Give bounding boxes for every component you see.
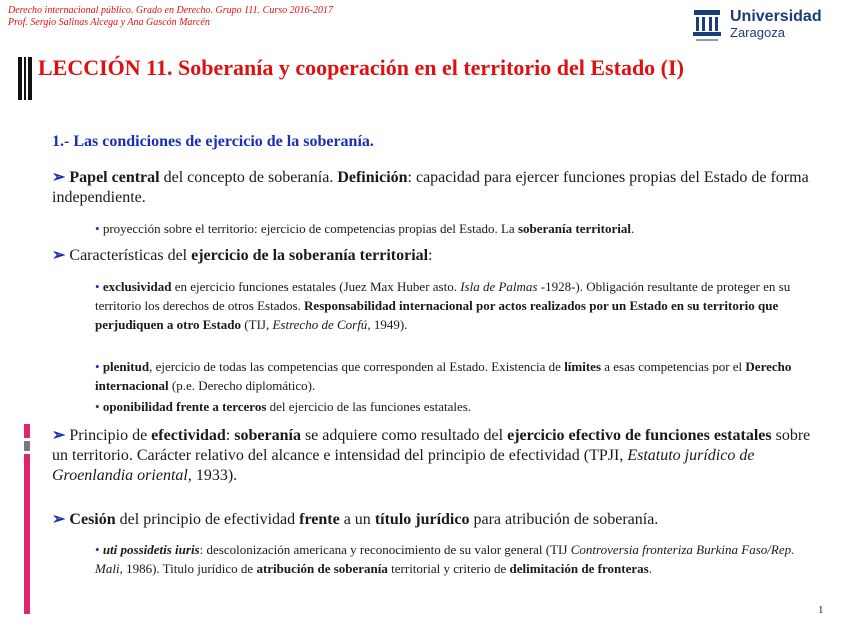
term: plenitud	[102, 359, 150, 374]
course-header	[8, 5, 333, 29]
text: .	[630, 221, 635, 236]
section-heading: 1.- Las condiciones de ejercicio de la soberanía.	[52, 133, 374, 150]
term: Cesión	[69, 511, 116, 528]
side-marker	[24, 424, 30, 438]
case-name: Estrecho de Corfú	[272, 317, 368, 332]
term: Definición	[337, 169, 408, 186]
term: Papel central	[69, 169, 160, 186]
text: del concepto de soberanía.	[159, 169, 338, 186]
term: ejercicio de la soberanía territorial	[191, 247, 429, 264]
case-name: Isla de Palmas	[460, 279, 538, 294]
text: :	[428, 247, 433, 264]
subpoint-oponibilidad	[95, 397, 820, 416]
term: título jurídico	[374, 511, 470, 528]
text: proyección sobre el territorio: ejercicio de competencias propias del Estado. La	[102, 221, 518, 236]
term: oponibilidad frente a terceros	[102, 399, 267, 414]
paragraph-papel-central	[52, 168, 822, 208]
text: , ejercicio de todas las competencias que corresponden al Estado. Existencia de	[149, 359, 565, 374]
text: a esas competencias por el	[601, 359, 746, 374]
text: (p.e. Derecho diplomático).	[168, 378, 316, 393]
subpoint-plenitud	[95, 357, 820, 395]
term: Responsabilidad internacional por actos realizados por un Estado en su territorio que perjudiquen a otro Estado	[95, 298, 779, 332]
text: (TIJ,	[241, 317, 273, 332]
subpoint-exclusividad	[95, 277, 820, 334]
arrow-icon: ➢	[52, 247, 66, 264]
case-name: Controversia fronteriza Burkina Faso/Rep. Mali	[95, 542, 795, 576]
term: exclusividad	[102, 279, 172, 294]
text: : descolonización americana y reconocimiento de su valor general (TIJ	[199, 542, 571, 557]
subpoint-uti-possidetis	[95, 540, 820, 578]
professors-line: Prof. Sergio Salinas Alcega y Ana Gascón Marcén	[8, 17, 210, 28]
course-line: Derecho internacional público. Grado en Derecho. Grupo 111. Curso 2016-2017	[8, 5, 333, 16]
paragraph-cesion	[52, 510, 822, 530]
term: soberanía	[234, 427, 301, 444]
text: Principio de	[69, 427, 152, 444]
term: Derecho internacional	[95, 359, 792, 393]
term: atribución de soberanía	[256, 561, 388, 576]
text: : capacidad para ejercer funciones propias del Estado de forma independiente.	[52, 169, 809, 206]
arrow-icon: ➢	[52, 169, 66, 186]
side-marker	[24, 454, 30, 614]
title-bars-decoration	[18, 57, 34, 100]
paragraph-caracteristicas	[52, 246, 822, 266]
text: , 1933).	[187, 467, 238, 484]
term: uti possidetis iuris	[102, 542, 200, 557]
term: límites	[564, 359, 602, 374]
page-number: 1	[818, 604, 824, 616]
text: a un	[339, 511, 375, 528]
text: para atribución de soberanía.	[469, 511, 659, 528]
arrow-icon: ➢	[52, 427, 66, 444]
bullet-icon: •	[95, 359, 100, 374]
bullet-icon: •	[95, 542, 100, 557]
text: :	[225, 427, 235, 444]
term: ejercicio efectivo de funciones estatales	[507, 427, 772, 444]
bullet-icon: •	[95, 399, 100, 414]
bullet-icon: •	[95, 279, 100, 294]
term: soberanía territorial	[517, 221, 631, 236]
text: se adquiere como resultado del	[300, 427, 508, 444]
text: en ejercicio funciones estatales (Juez Max Huber asto.	[171, 279, 461, 294]
text: sobre un territorio. Carácter relativo del alcance e intensidad del principio de efectividad (TPJI,	[52, 427, 811, 464]
logo-name: Universidad	[730, 8, 822, 25]
text: Características del	[69, 247, 192, 264]
arrow-icon: ➢	[52, 511, 66, 528]
subpoint-proyeccion	[95, 219, 820, 238]
term: delimitación de fronteras	[509, 561, 649, 576]
text: del ejercicio de las funciones estatales.	[266, 399, 472, 414]
text: del principio de efectividad	[115, 511, 300, 528]
building-icon	[690, 8, 724, 44]
term: efectividad	[151, 427, 226, 444]
text: , 1986). Titulo jurídico de	[119, 561, 257, 576]
text: -1928-). Obligación resultante de proteger en su territorio los derechos de otros Estados.	[95, 279, 791, 313]
paragraph-efectividad	[52, 426, 822, 486]
bullet-icon: •	[95, 221, 100, 236]
case-name: Estatuto jurídico de Groenlandia oriental	[52, 447, 755, 484]
logo-city: Zaragoza	[730, 25, 785, 40]
text: , 1949).	[367, 317, 408, 332]
university-logo	[690, 8, 830, 44]
text: .	[648, 561, 652, 576]
term: frente	[299, 511, 340, 528]
lesson-title: LECCIÓN 11. Soberanía y cooperación en el territorio del Estado (I)	[38, 55, 684, 80]
text: territorial y criterio de	[387, 561, 510, 576]
side-marker	[24, 441, 30, 451]
